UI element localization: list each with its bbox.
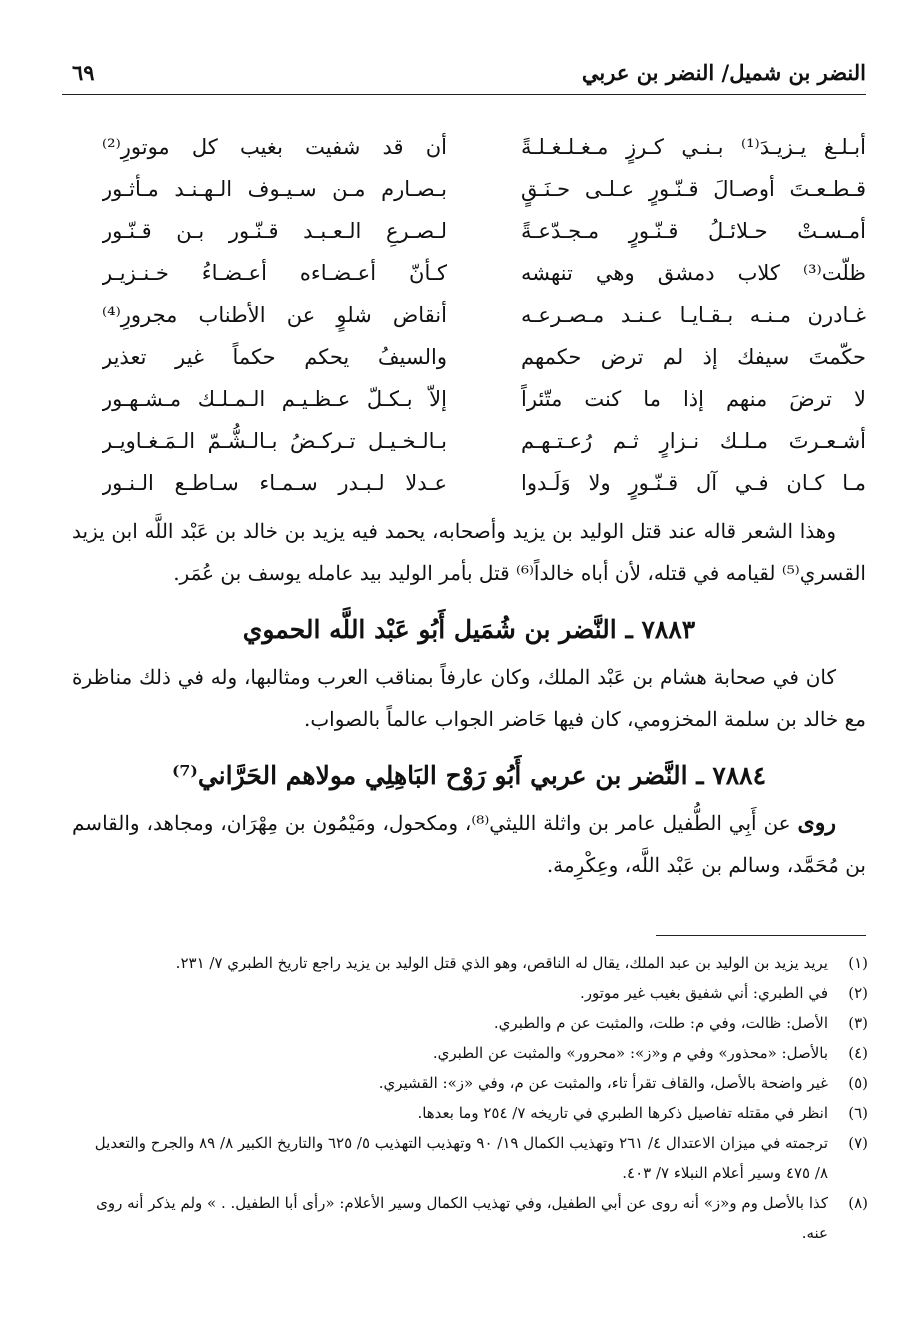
entry-body bbox=[72, 802, 866, 886]
verse-line bbox=[62, 294, 866, 336]
footnote-number: (١) bbox=[848, 954, 868, 972]
verse-second-hemistich: بـالـخـيـل تـركـضُ بـالـشُّـمّ الـمَـغـاويـر bbox=[102, 429, 447, 453]
verse-first-hemistich: غـادرن مـنـه بـقـايـا عـنـد مـصـرعـه bbox=[521, 303, 866, 327]
footnote-number: (٣) bbox=[848, 1014, 868, 1032]
verse-line bbox=[62, 210, 866, 252]
verse-first-hemistich: لا ترضَ منهم إذا ما كنت متّئراً bbox=[521, 387, 866, 411]
footnote-text: الأصل: ظالت، وفي م: طلت، والمثبت عن م والطبري. bbox=[493, 1014, 828, 1032]
footnote-text: غير واضحة بالأصل، والقاف تقرأ تاء، والمثبت عن م، وفي «ز»: القشيري. bbox=[378, 1074, 828, 1092]
footnote bbox=[80, 1188, 868, 1248]
footnote bbox=[80, 1068, 868, 1098]
entry-heading: ٧٨٨٣ ـ النَّضر بن شُمَيل أَبُو عَبْد اللَّه الحموي bbox=[242, 615, 696, 644]
footnote-number: (٤) bbox=[848, 1044, 868, 1062]
verse-second-hemistich: أنقاض شلوٍ عن الأطناب مجرورِ⁽⁴⁾ bbox=[102, 303, 447, 327]
entry-body bbox=[72, 656, 866, 740]
verse-line bbox=[62, 168, 866, 210]
verse-second-hemistich: أن قد شفيت بغيب كل موتورِ⁽²⁾ bbox=[102, 135, 447, 159]
verse-line bbox=[62, 126, 866, 168]
entry-lead-word: روى bbox=[797, 810, 836, 836]
verse-first-hemistich: حكّمتَ سيفك إذ لم ترض حكمهم bbox=[521, 345, 866, 369]
footnote-number: (٨) bbox=[848, 1194, 868, 1212]
footnote-text: انظر في مقتله تفاصيل ذكرها الطبري في تاريخه ٧/ ٢٥٤ وما بعدها. bbox=[417, 1104, 828, 1122]
page-number: ٦٩ bbox=[72, 60, 95, 85]
footnote bbox=[80, 1098, 868, 1128]
verse-second-hemistich: كـأنّ أعـضـاءه أعـضـاءُ خـنـزيـر bbox=[102, 261, 447, 285]
verse-first-hemistich: مـا كـان فـي آل قـنّـورٍ ولا وَلَـدوا bbox=[521, 471, 866, 495]
poem bbox=[62, 126, 866, 504]
verse-line bbox=[62, 378, 866, 420]
footnote-divider bbox=[656, 935, 866, 936]
running-header bbox=[62, 58, 866, 95]
footnote bbox=[80, 978, 868, 1008]
footnote-number: (٦) bbox=[848, 1104, 868, 1122]
footnote-text: يريد يزيد بن الوليد بن عبد الملك، يقال له الناقص، وهو الذي قتل الوليد بن يزيد راجع تاريخ الطبري ٧/ ٢٣١. bbox=[175, 954, 828, 972]
entry-body-text: عن أَبِي الطُّفيل عامر بن واثلة الليثي⁽⁸⁾، ومكحول، ومَيْمُون بن مِهْرَان، ومجاهد، والقاسم بن مُحَمَّد، وسالم بن عَبْد اللَّه، وعِكْرِمة. bbox=[72, 811, 866, 877]
footnote-text: بالأصل: «محذور» وفي م و«ز»: «محرور» والمثبت عن الطبري. bbox=[432, 1044, 828, 1062]
footnote-number: (٧) bbox=[848, 1134, 868, 1152]
verse-second-hemistich: بـصـارم مـن سـيـوف الـهـنـد مـأثـور bbox=[102, 177, 447, 201]
footnote bbox=[80, 1008, 868, 1038]
footnote bbox=[80, 1038, 868, 1068]
footnote-text: كذا بالأصل وم و«ز» أنه روى عن أبي الطفيل، وفي تهذيب الكمال وسير الأعلام: «رأى أبا الطفيل. . » ولم يذكر أنه روى عنه. bbox=[96, 1194, 828, 1242]
footnote-number: (٥) bbox=[848, 1074, 868, 1092]
verse-first-hemistich: أشـعـرتَ مـلـك نـزارٍ ثـم رُعـتـهـم bbox=[521, 429, 866, 453]
prose-paragraph: وهذا الشعر قاله عند قتل الوليد بن يزيد وأصحابه، يحمد فيه يزيد بن خالد بن عَبْد اللَّه ابن يزيد القسري⁽⁵⁾ لقيامه في قتله، لأن أباه خالداً⁽⁶⁾ قتل بأمر الوليد بيد عامله يوسف بن عُمَر. bbox=[72, 519, 866, 585]
footnote-number: (٢) bbox=[848, 984, 868, 1002]
running-title: النضر بن شميل/ النضر بن عربي bbox=[581, 60, 866, 85]
verse-second-hemistich: إلاّ بـكـلّ عـظـيـم الـمـلـك مـشـهـور bbox=[102, 387, 447, 411]
verse-first-hemistich: أمـسـتْ حـلائـلُ قـنّـورٍ مـجـدّعـةً bbox=[521, 219, 866, 243]
verse-second-hemistich: لـصـرعِ الـعـبـد قـنّـور بـن قـنّـور bbox=[102, 219, 447, 243]
verse-line bbox=[62, 336, 866, 378]
verse-second-hemistich: عـدلا لـبـدر سـمـاء سـاطـع الـنـور bbox=[102, 471, 447, 495]
footnote-text: في الطبري: أني شفيق بغيب غير موتور. bbox=[580, 984, 828, 1002]
verse-second-hemistich: والسيفُ يحكم حكماً غير تعذير bbox=[102, 345, 447, 369]
verse-line bbox=[62, 252, 866, 294]
verse-line bbox=[62, 420, 866, 462]
footnotes bbox=[80, 948, 868, 1248]
verse-first-hemistich: ظلّت⁽³⁾ كلاب دمشق وهي تنهشه bbox=[521, 261, 866, 285]
entry-heading: ٧٨٨٤ ـ النَّضر بن عربي أَبُو رَوْح البَاهِلِي مولاهم الحَرَّاني⁽⁷⁾ bbox=[171, 761, 767, 790]
footnote bbox=[80, 1128, 868, 1188]
verse-first-hemistich: قـطـعـتَ أوصـالَ قـنّـورٍ عـلـى حـنَـقٍ bbox=[521, 177, 866, 201]
verse-line bbox=[62, 462, 866, 504]
entry-body-text: كان في صحابة هشام بن عَبْد الملك، وكان عارفاً بمناقب العرب ومثالبها، وله في ذلك مناظرة مع خالد بن سلمة المخزومي، كان فيها حَاضر الجواب عالماً بالصواب. bbox=[72, 665, 866, 731]
footnote-text: ترجمته في ميزان الاعتدال ٤/ ٢٦١ وتهذيب الكمال ١٩/ ٩٠ وتهذيب التهذيب ٥/ ٦٢٥ والتاريخ الكبير ٨/ ٨٩ والجرح والتعديل ٨/ ٤٧٥ وسير أعلام النبلاء ٧/ ٤٠٣. bbox=[94, 1134, 828, 1182]
footnote bbox=[80, 948, 868, 978]
verse-first-hemistich: أبـلـغ يـزيـدَ⁽¹⁾ بـنـي كـرزٍ مـغـلـغـلـةً bbox=[521, 135, 866, 159]
main-text bbox=[72, 510, 866, 886]
